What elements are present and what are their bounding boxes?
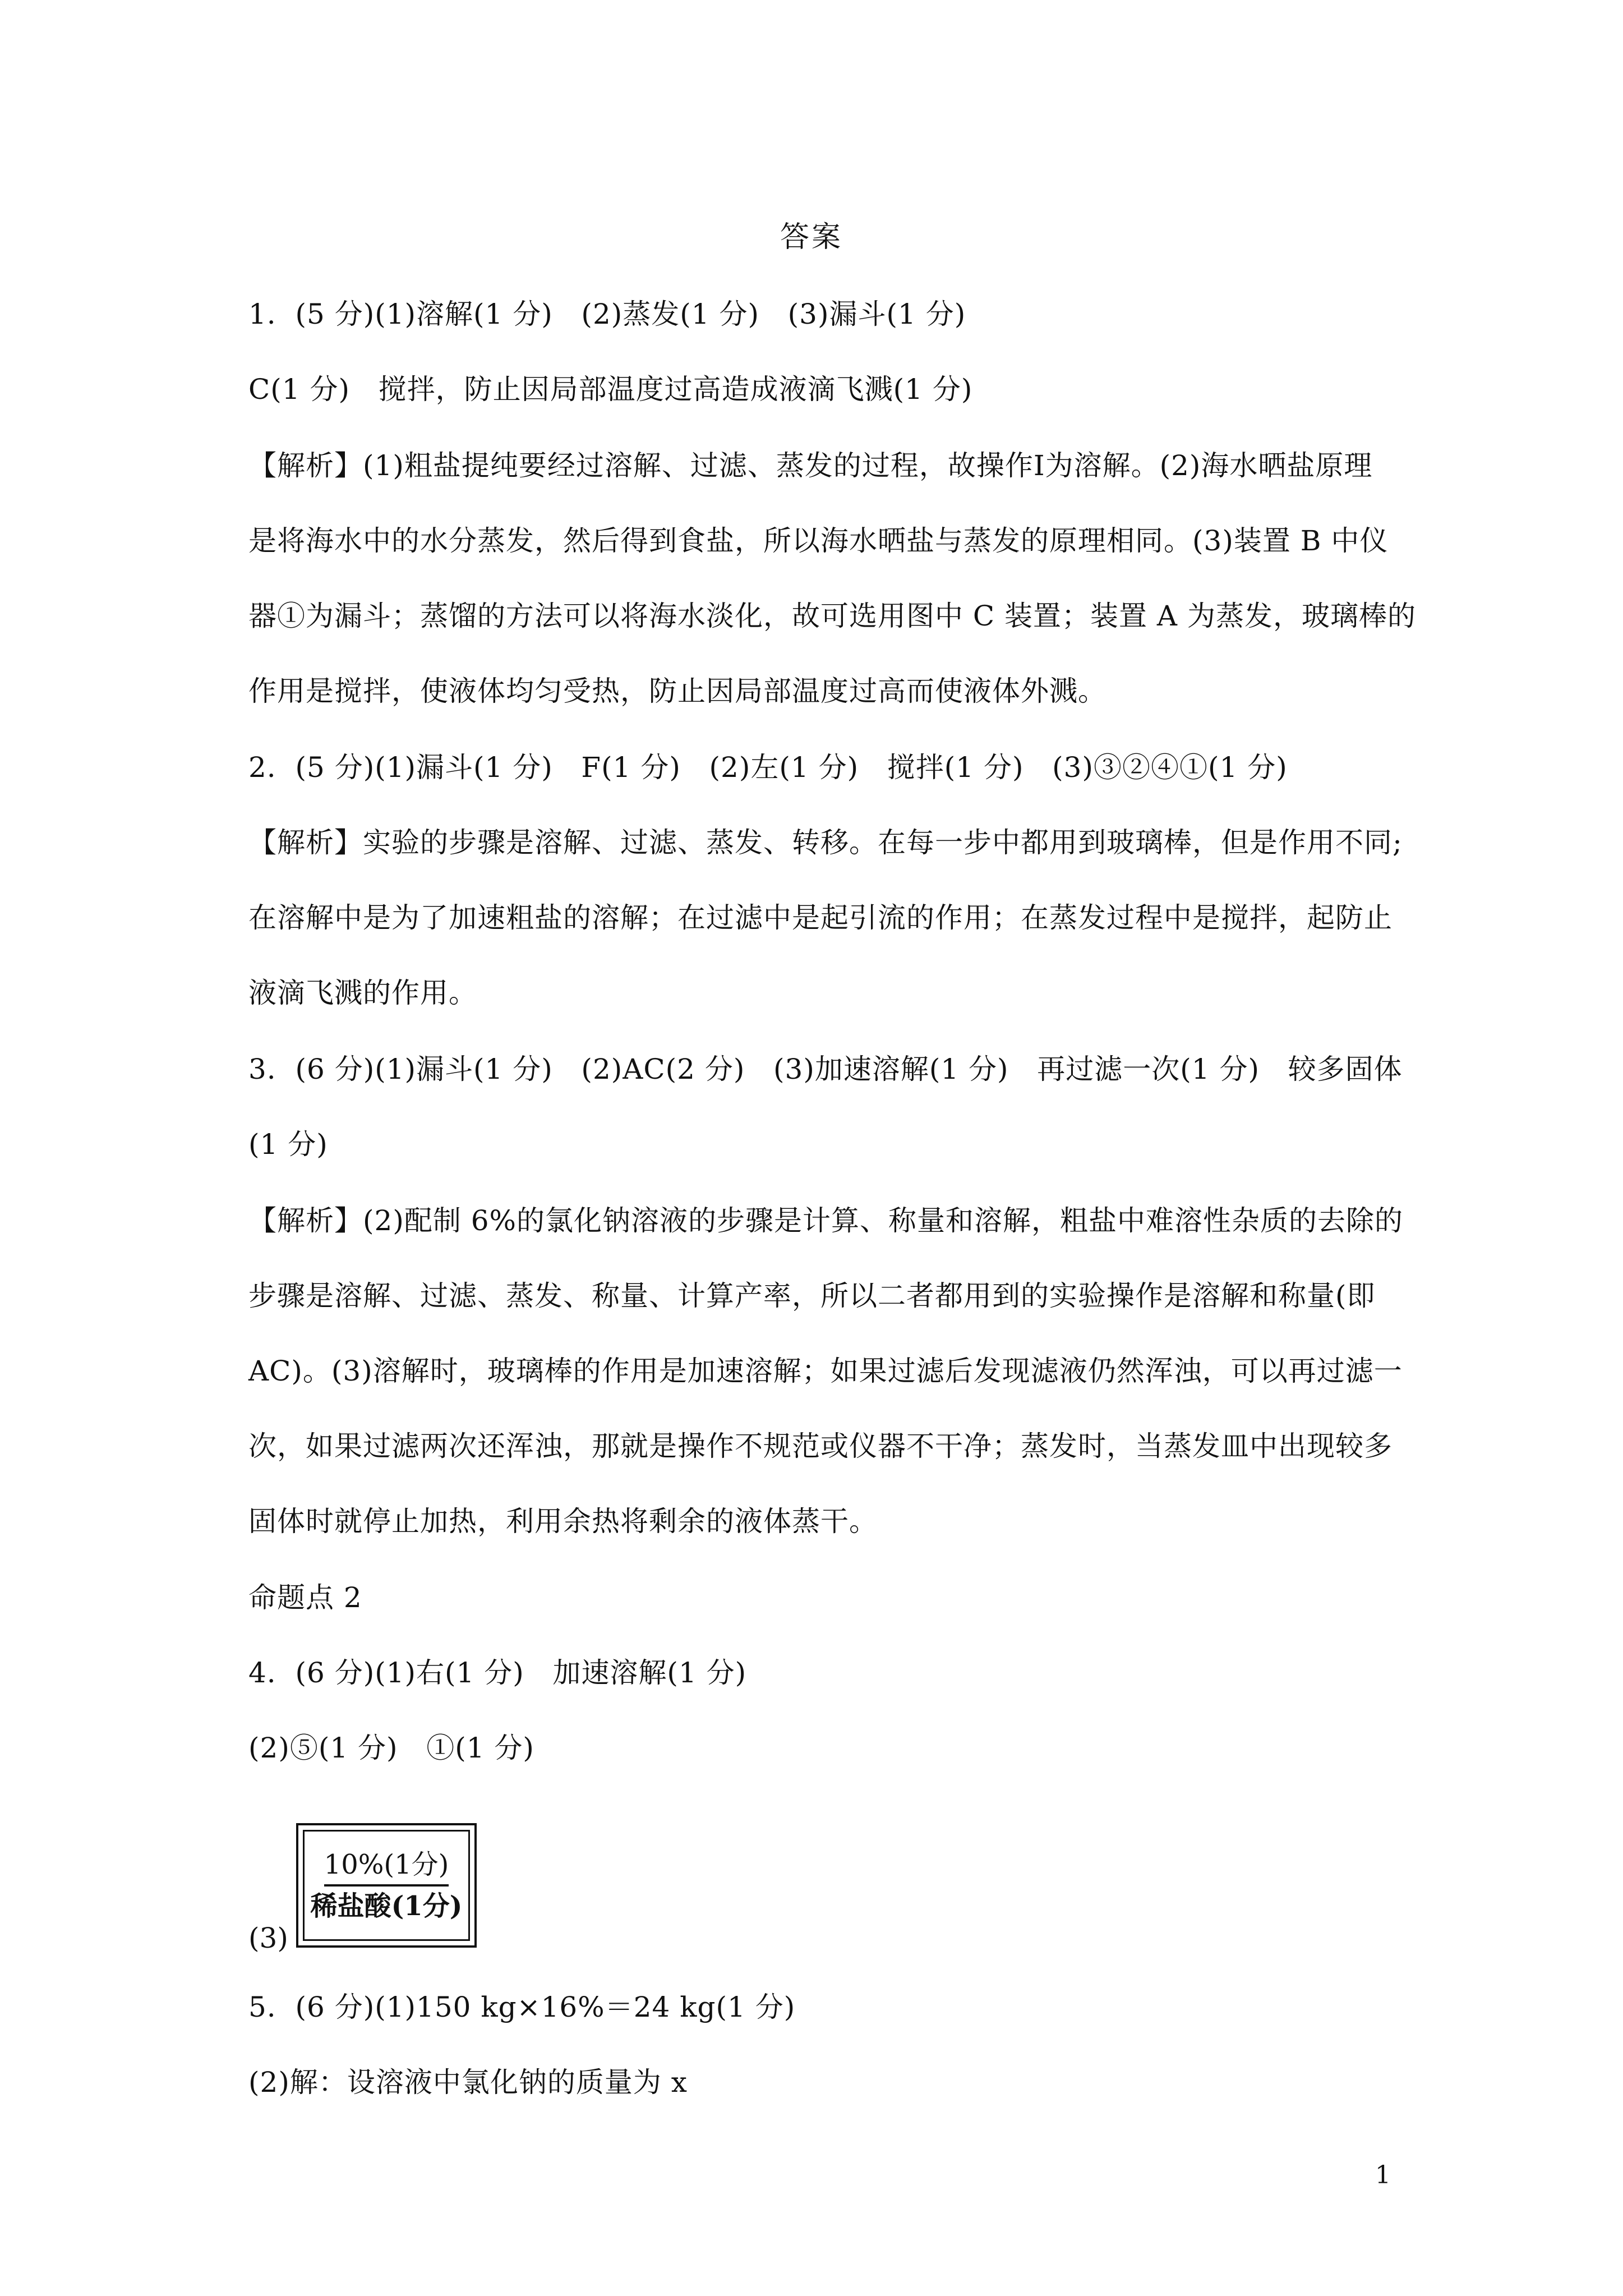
- answer-line: (1 分): [248, 1128, 328, 1161]
- section-heading: 命题点 2: [248, 1581, 362, 1614]
- label-reagent-name: 稀盐酸(1分): [310, 1890, 463, 1922]
- answer-line: 5. (6 分)(1)150 kg×16%＝24 kg(1 分): [248, 1991, 796, 2023]
- answer-line: 4. (6 分)(1)右(1 分) 加速溶解(1 分): [248, 1657, 747, 1689]
- analysis-line: 器①为漏斗；蒸馏的方法可以将海水淡化，故可选用图中 C 装置；装置 A 为蒸发，玻璃棒的: [248, 600, 1416, 632]
- answer-line: C(1 分) 搅拌，防止因局部温度过高造成液滴飞溅(1 分): [248, 373, 973, 406]
- page-title: 答案: [780, 220, 843, 254]
- analysis-line: 【解析】实验的步骤是溶解、过滤、蒸发、转移。在每一步中都用到玻璃棒，但是作用不同;: [248, 826, 1403, 859]
- reagent-label-inner: [303, 1830, 470, 1941]
- analysis-line: 【解析】(1)粗盐提纯要经过溶解、过滤、蒸发的过程，故操作Ⅰ为溶解。(2)海水晒盐原理: [248, 449, 1373, 482]
- analysis-line: 作用是搅拌，使液体均匀受热，防止因局部温度过高而使液体外溅。: [248, 675, 1106, 707]
- answer-line: 2. (5 分)(1)漏斗(1 分) F(1 分) (2)左(1 分) 搅拌(1 分) (3)③②④①(1 分): [248, 751, 1288, 784]
- answer-line: 3. (6 分)(1)漏斗(1 分) (2)AC(2 分) (3)加速溶解(1 分) 再过滤一次(1 分) 较多固体: [248, 1053, 1403, 1085]
- reagent-label-box: [296, 1823, 477, 1948]
- answer-line: (2)⑤(1 分) ①(1 分): [248, 1732, 534, 1764]
- label-prefix: (3): [248, 1922, 288, 1954]
- analysis-line: 是将海水中的水分蒸发，然后得到食盐，所以海水晒盐与蒸发的原理相同。(3)装置 B 中仪: [248, 524, 1389, 557]
- analysis-line: 固体时就停止加热，利用余热将剩余的液体蒸干。: [248, 1505, 878, 1538]
- answer-line: (2)解：设溶液中氯化钠的质量为 x: [248, 2066, 688, 2099]
- analysis-line: 在溶解中是为了加速粗盐的溶解；在过滤中是起引流的作用；在蒸发过程中是搅拌，起防止: [248, 901, 1393, 934]
- analysis-line: 【解析】(2)配制 6%的氯化钠溶液的步骤是计算、称量和溶解，粗盐中难溶性杂质的去除的: [248, 1204, 1404, 1237]
- reagent-label-answer: [248, 1823, 529, 1958]
- analysis-line: 次，如果过滤两次还浑浊，那就是操作不规范或仪器不干净；蒸发时，当蒸发皿中出现较多: [248, 1430, 1393, 1462]
- label-concentration: 10%(1分): [324, 1848, 449, 1887]
- analysis-line: AC)。(3)溶解时，玻璃棒的作用是加速溶解；如果过滤后发现滤液仍然浑浊，可以再过滤一: [248, 1355, 1403, 1387]
- analysis-line: 液滴飞溅的作用。: [248, 977, 477, 1009]
- answer-line: 1. (5 分)(1)溶解(1 分) (2)蒸发(1 分) (3)漏斗(1 分): [248, 298, 966, 330]
- analysis-line: 步骤是溶解、过滤、蒸发、称量、计算产率，所以二者都用到的实验操作是溶解和称量(即: [248, 1280, 1376, 1312]
- page-number: 1: [1375, 2161, 1391, 2189]
